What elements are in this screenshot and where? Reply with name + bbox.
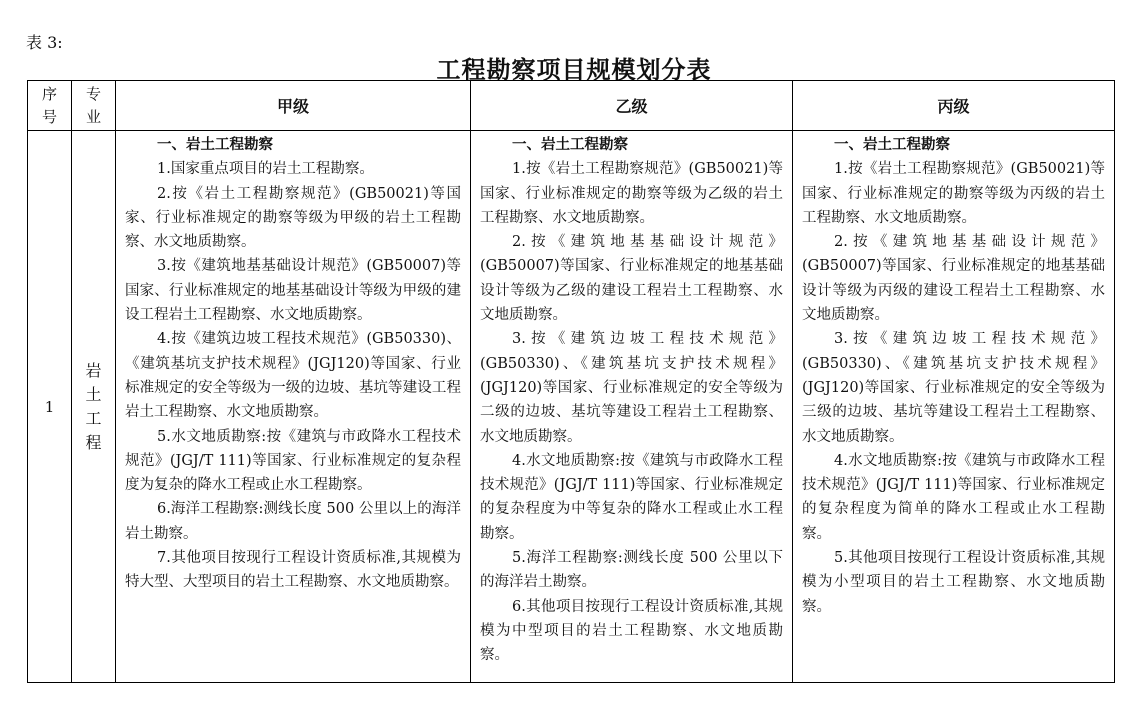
list-item: 5.海洋工程勘察:测线长度 500 公里以下的海洋岩土勘察。 (480, 550, 783, 591)
stacked-char: 岩 (85, 360, 102, 380)
list-item: 1.按《岩土工程勘察规范》(GB50021)等国家、行业标准规定的勘察等级为丙级的岩土工程勘察、水文地质勘察。 (802, 161, 1105, 226)
list-item: 5.水文地质勘察:按《建筑与市政降水工程技术规范》(JGJ/T 111)等国家、行业标准规定的复杂程度为复杂的降水工程或止水工程勘察。 (125, 428, 461, 494)
list-item: 2.按《建筑地基基础设计规范》(GB50007)等国家、行业标准规定的地基基础设计等级为丙级的建设工程岩土工程勘察、水文地质勘察。 (802, 234, 1105, 324)
stacked-char: 专 (85, 84, 101, 103)
grade-a-content (116, 131, 470, 595)
list-item: 3.按《建筑边坡工程技术规范》(GB50330)、《建筑基坑支护技术规程》(JGJ120)等国家、行业标准规定的安全等级为三级的边坡、基坑等建设工程岩土工程勘察、水文地质勘察。 (802, 331, 1105, 445)
stacked-char: 业 (85, 107, 101, 126)
table-label: 表 3: (26, 33, 63, 52)
list-item: 6.海洋工程勘察:测线长度 500 公里以上的海洋岩土勘察。 (125, 501, 461, 542)
header-grade-c: 丙级 (793, 81, 1115, 131)
header-major-text (72, 83, 115, 129)
header-seq (28, 81, 72, 131)
list-item: 6.其他项目按现行工程设计资质标准,其规模为中型项目的岩土工程勘察、水文地质勘察。 (480, 598, 783, 664)
page-title: 工程勘察项目规模划分表 (436, 56, 712, 84)
list-item: 3.按《建筑地基基础设计规范》(GB50007)等国家、行业标准规定的地基基础设计等级为甲级的建设工程岩土工程勘察、水文地质勘察。 (125, 258, 461, 324)
grade-c-cell (793, 131, 1115, 683)
list-item: 7.其他项目按现行工程设计资质标准,其规模为特大型、大型项目的岩土工程勘察、水文地质勘察。 (125, 550, 461, 591)
table-row (28, 131, 1115, 683)
list-item: 5.其他项目按现行工程设计资质标准,其规模为小型项目的岩土工程勘察、水文地质勘察。 (802, 550, 1105, 615)
list-item: 3.按《建筑边坡工程技术规范》(GB50330)、《建筑基坑支护技术规程》(JGJ120)等国家、行业标准规定的安全等级为二级的边坡、基坑等建设工程岩土工程勘察、水文地质勘察。 (480, 331, 783, 445)
list-item: 2.按《岩土工程勘察规范》(GB50021)等国家、行业标准规定的勘察等级为甲级的岩土工程勘察、水文地质勘察。 (125, 185, 461, 251)
row-seq: 1 (28, 131, 72, 683)
header-row (28, 81, 1115, 131)
list-item: 4.水文地质勘察:按《建筑与市政降水工程技术规范》(JGJ/T 111)等国家、行业标准规定的复杂程度为中等复杂的降水工程或止水工程勘察。 (480, 452, 783, 542)
row-major-text (72, 359, 115, 455)
header-seq-text (28, 83, 71, 129)
header-grade-a: 甲级 (116, 81, 471, 131)
header-major (72, 81, 116, 131)
stacked-char: 号 (41, 107, 57, 126)
stacked-char: 工 (85, 408, 102, 428)
list-item: 4.按《建筑边坡工程技术规范》(GB50330)、《建筑基坑支护技术规程》(JGJ120)等国家、行业标准规定的安全等级为一级的边坡、基坑等建设工程岩土工程勘察、水文地质勘察。 (125, 331, 461, 421)
stacked-char: 土 (85, 384, 102, 404)
grade-a-cell (116, 131, 471, 683)
list-item: 1.国家重点项目的岩土工程勘察。 (157, 161, 374, 178)
list-item: 4.水文地质勘察:按《建筑与市政降水工程技术规范》(JGJ/T 111)等国家、行业标准规定的复杂程度为简单的降水工程或止水工程勘察。 (802, 452, 1105, 542)
row-major (72, 131, 116, 683)
stacked-char: 序 (41, 84, 57, 103)
section-heading: 一、岩土工程勘察 (834, 137, 950, 153)
grade-c-content (793, 131, 1114, 619)
scale-table (27, 80, 1115, 683)
header-grade-b: 乙级 (471, 81, 793, 131)
stacked-char: 程 (85, 432, 102, 452)
section-heading: 一、岩土工程勘察 (512, 137, 628, 153)
list-item: 2.按《建筑地基基础设计规范》(GB50007)等国家、行业标准规定的地基基础设计等级为乙级的建设工程岩土工程勘察、水文地质勘察。 (480, 234, 783, 324)
list-item: 1.按《岩土工程勘察规范》(GB50021)等国家、行业标准规定的勘察等级为乙级的岩土工程勘察、水文地质勘察。 (480, 161, 783, 226)
grade-b-cell (471, 131, 793, 683)
grade-b-content (471, 131, 792, 668)
section-heading: 一、岩土工程勘察 (157, 137, 273, 153)
